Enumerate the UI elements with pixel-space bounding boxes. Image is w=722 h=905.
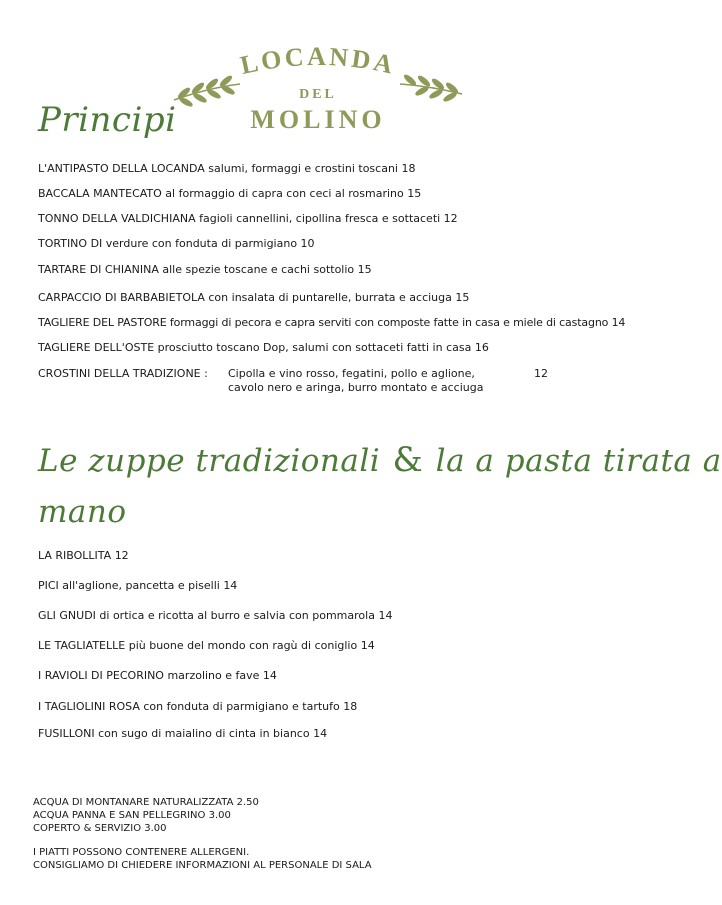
menu-item: L'ANTIPASTO DELLA LOCANDA salumi, formaggi e crostini toscani 18: [38, 162, 416, 175]
crostini-desc-line-2: cavolo nero e aringa, burro montato e acciuga: [228, 381, 484, 394]
footer-note: CONSIGLIAMO DI CHIEDERE INFORMAZIONI AL PERSONALE DI SALA: [33, 860, 372, 871]
menu-item: I TAGLIOLINI ROSA con fonduta di parmigiano e tartufo 18: [38, 700, 358, 713]
crostini-description: [228, 367, 483, 395]
menu-item: TAGLIERE DEL PASTORE formaggi di pecora e capra serviti con composte fatte in casa e miele di castagno 14: [38, 316, 626, 329]
logo-graphic: [168, 44, 468, 144]
menu-item: FUSILLONI con sugo di maialino di cinta in bianco 14: [38, 727, 328, 740]
menu-item: PICI all'aglione, pancetta e piselli 14: [38, 579, 238, 592]
footer-line: ACQUA PANNA E SAN PELLEGRINO 3.00: [33, 810, 231, 821]
heading-part-2: la a pasta tirata a: [435, 443, 722, 479]
restaurant-logo: [168, 44, 468, 144]
footer-line: ACQUA DI MONTANARE NATURALIZZATA 2.50: [33, 797, 259, 808]
menu-item: CARPACCIO DI BARBABIETOLA con insalata di puntarelle, burrata e acciuga 15: [38, 291, 470, 304]
footer-line: COPERTO & SERVIZIO 3.00: [33, 823, 167, 834]
menu-item: BACCALA MANTECATO al formaggio di capra con ceci al rosmarino 15: [38, 187, 422, 200]
footer-note: I PIATTI POSSONO CONTENERE ALLERGENI.: [33, 847, 250, 858]
menu-item: TAGLIERE DELL'OSTE prosciutto toscano Dop, salumi con sottaceti fatti in casa 16: [38, 341, 489, 354]
ampersand: &: [392, 440, 424, 480]
olive-branch-left-icon: [174, 75, 240, 108]
svg-text:LOCANDA: [238, 44, 399, 80]
menu-item: TARTARE DI CHIANINA alle spezie toscane e cachi sottolio 15: [38, 263, 372, 276]
section-heading-principi: Principi: [38, 100, 177, 140]
menu-item: I RAVIOLI DI PECORINO marzolino e fave 14: [38, 669, 277, 682]
logo-line-2: DEL: [299, 87, 337, 102]
footer-prices: [33, 796, 259, 835]
olive-branch-right-icon: [400, 74, 462, 103]
crostini-name: CROSTINI DELLA TRADIZIONE :: [38, 367, 208, 380]
logo-line-1: LOCANDA: [237, 44, 399, 81]
heading-part-1: Le zuppe tradizionali: [38, 443, 381, 479]
menu-item: TONNO DELLA VALDICHIANA fagioli cannellini, cipollina fresca e sottaceti 12: [38, 212, 458, 225]
logo-line-3: MOLINO: [250, 105, 386, 134]
section-heading-zuppe: [38, 440, 722, 480]
menu-item: GLI GNUDI di ortica e ricotta al burro e salvia con pommarola 14: [38, 609, 393, 622]
menu-item: LA RIBOLLITA 12: [38, 549, 129, 562]
menu-item: TORTINO DI verdure con fonduta di parmigiano 10: [38, 237, 315, 250]
section-heading-zuppe-line-2: mano: [38, 494, 127, 530]
menu-item: LE TAGLIATELLE più buone del mondo con ragù di coniglio 14: [38, 639, 375, 652]
crostini-price: 12: [534, 367, 548, 380]
crostini-desc-line-1: Cipolla e vino rosso, fegatini, pollo e aglione,: [228, 367, 475, 380]
footer-notes: [33, 846, 372, 872]
